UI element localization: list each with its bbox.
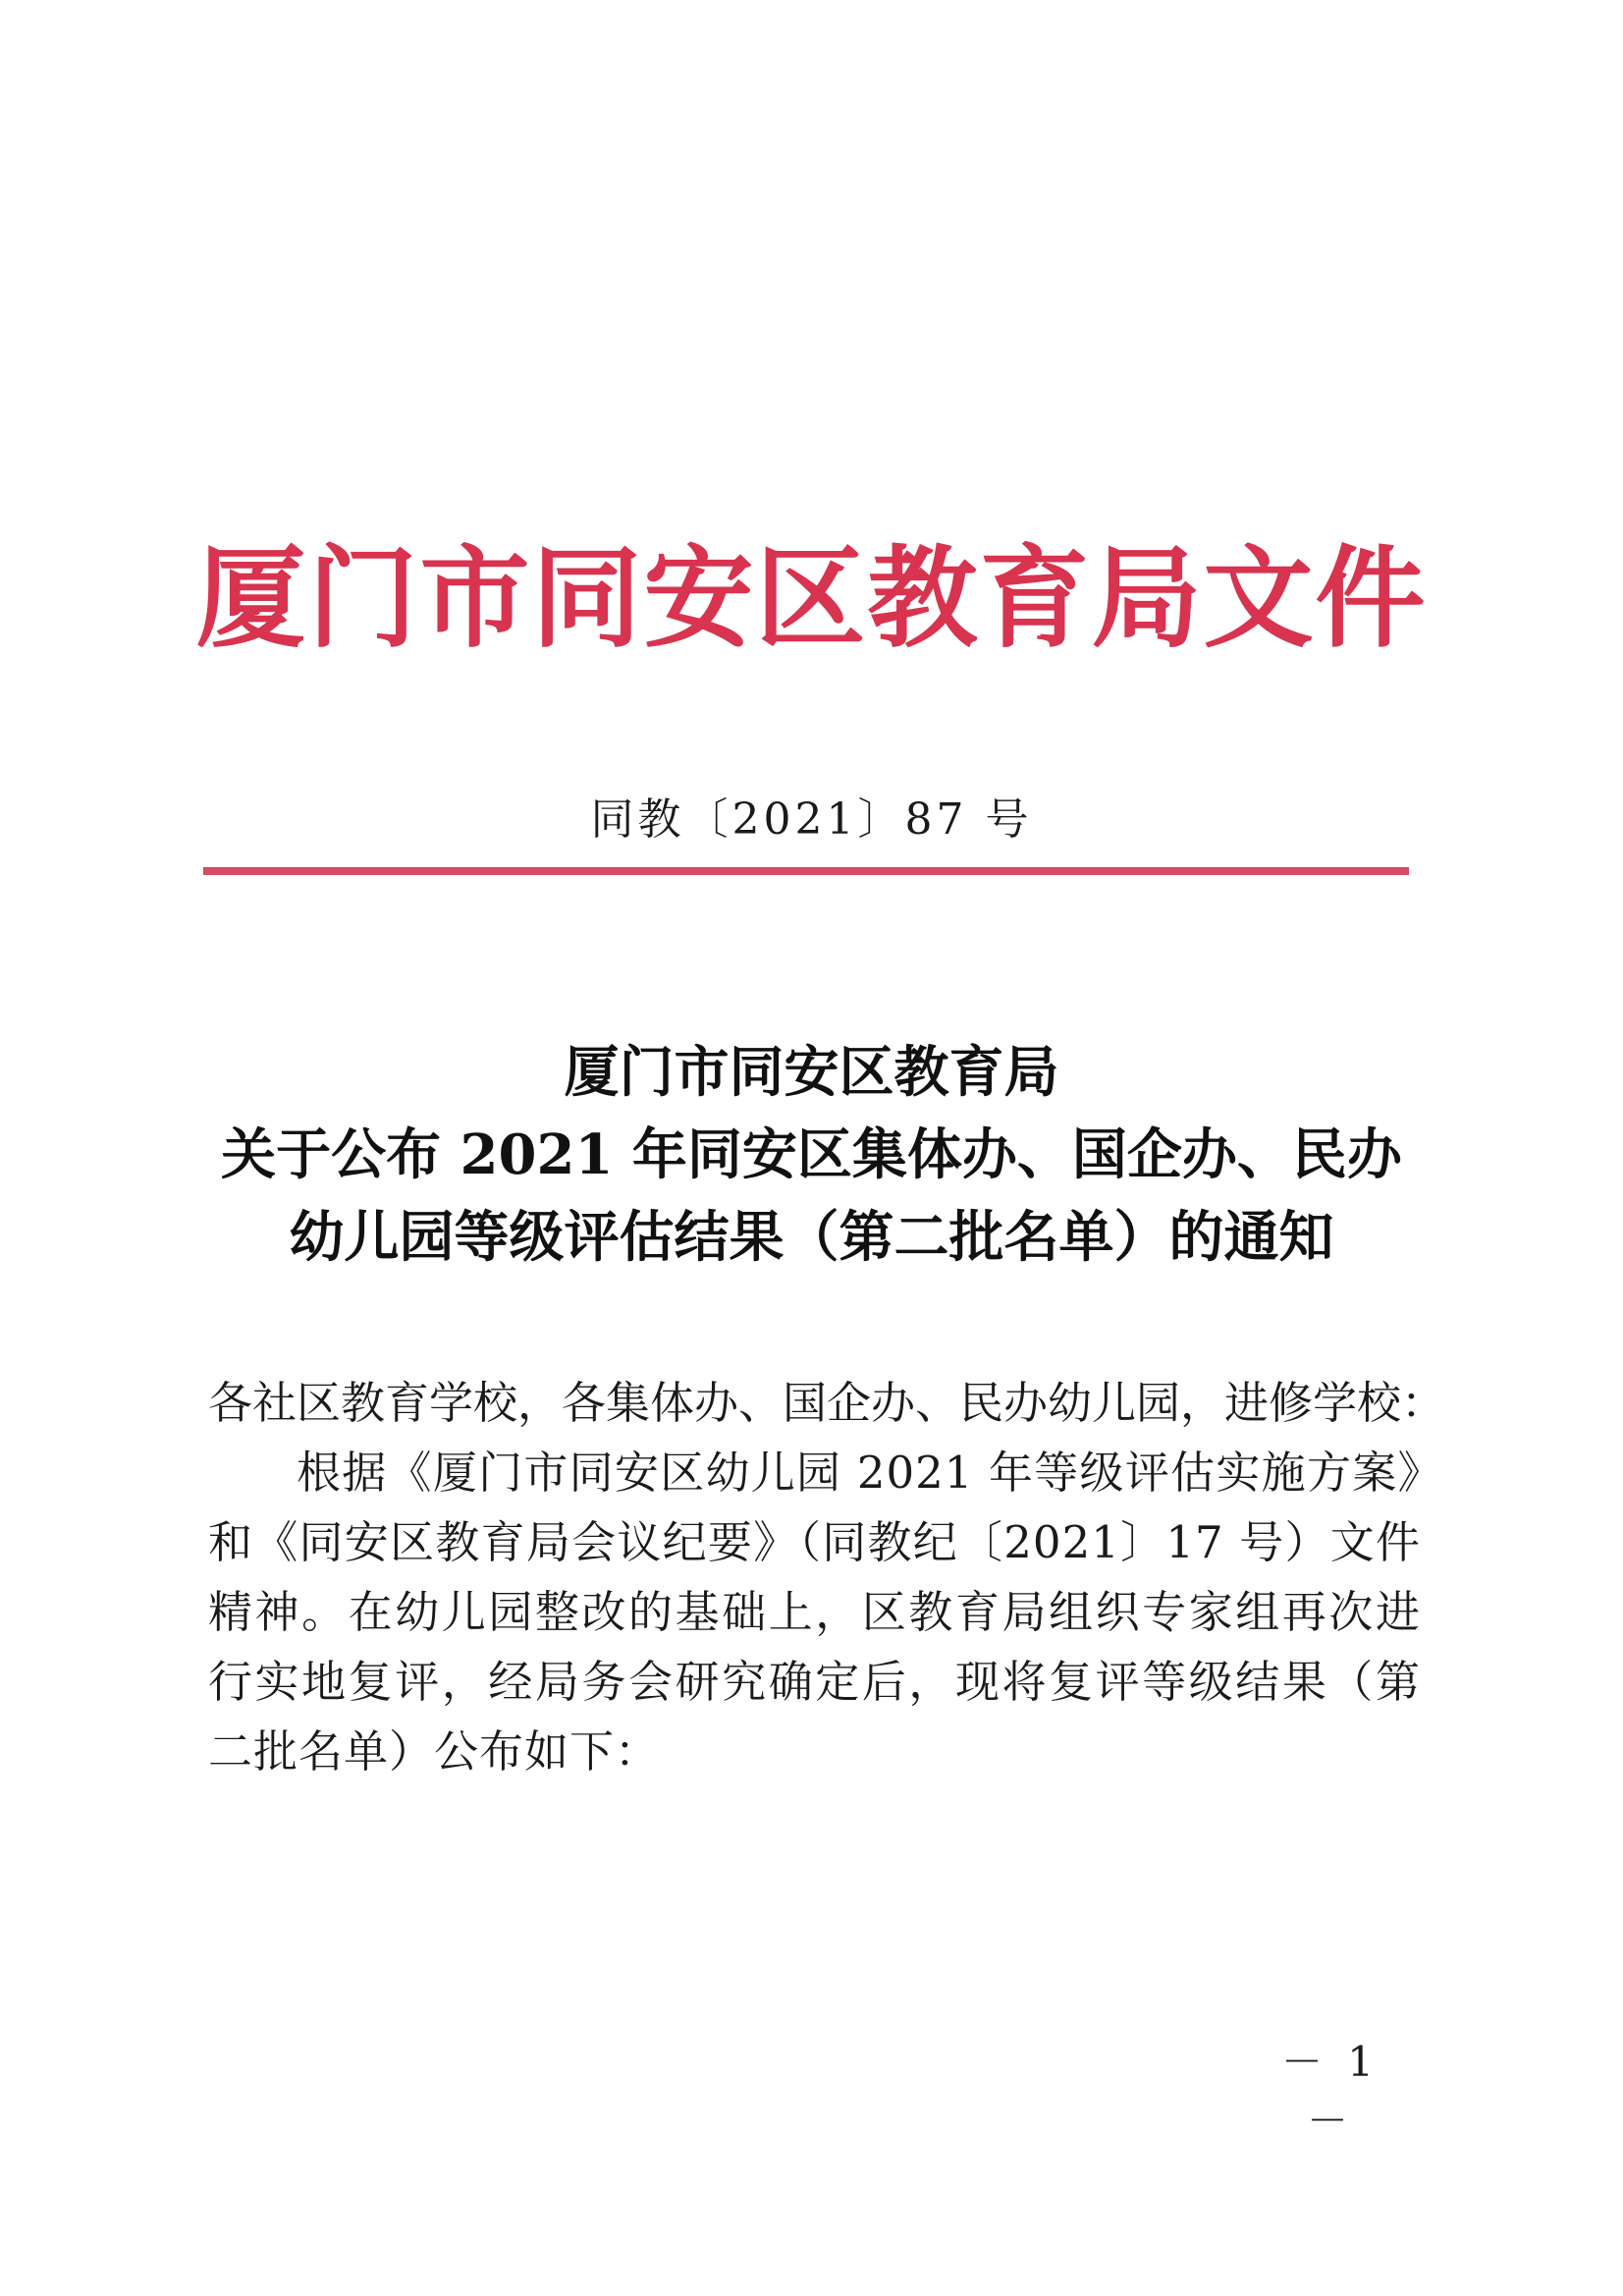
page-number: － 1 － [1280, 2038, 1380, 2145]
notice-body [208, 1368, 1446, 1786]
document-header-title: 厦门市同安区教育局文件 [195, 534, 1428, 663]
notice-title [0, 1031, 1623, 1279]
salutation: 各社区教育学校，各集体办、国企办、民办幼儿园，进修学校： [208, 1377, 1446, 1429]
document-number: 同教〔2021〕87 号 [590, 794, 1033, 845]
body-paragraph: 根据《厦门市同安区幼儿园 2021 年等级评估实施方案》和《同安区教育局会议纪要》（同教纪〔2021〕17 号）文件精神。在幼儿园整改的基础上，区教育局组织专家组再次进行实地复评，经局务会研究确定后，现将复评等级结果（第二批名单）公布如下： [208, 1447, 1421, 1777]
notice-title-line-2: 关于公布 2021 年同安区集体办、国企办、民办 [221, 1122, 1402, 1187]
header-divider [203, 867, 1409, 875]
notice-title-line-1: 厦门市同安区教育局 [564, 1040, 1059, 1105]
notice-title-line-3: 幼儿园等级评估结果（第二批名单）的通知 [289, 1205, 1334, 1270]
